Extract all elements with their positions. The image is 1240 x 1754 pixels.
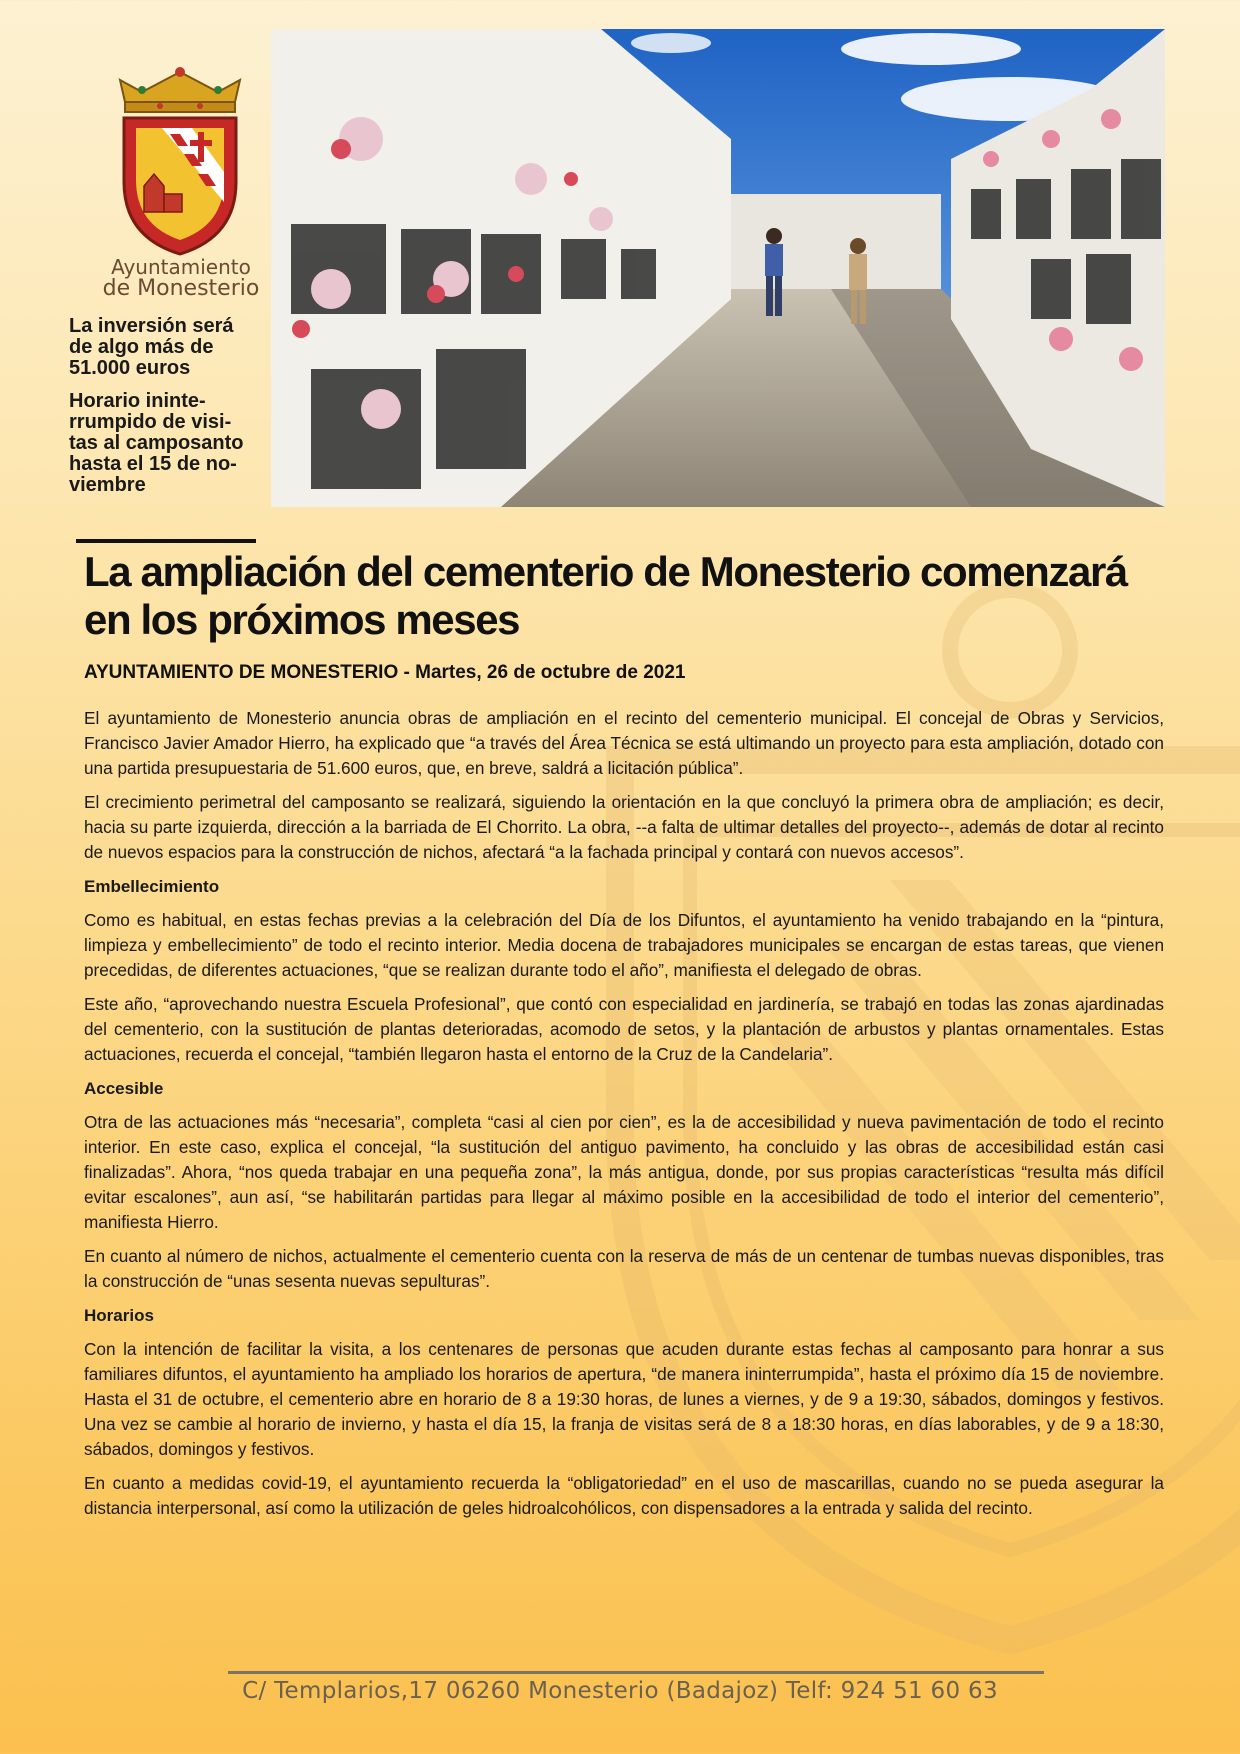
- section-heading: Horarios: [84, 1306, 154, 1325]
- logo-line-1: Ayuntamiento: [111, 255, 251, 279]
- municipal-crest-logo: [100, 62, 260, 262]
- paragraph: El crecimiento perimetral del camposanto se realizará, siguiendo la orientación en la que concluyó la primera obra de ampliación; es decir, hacia su parte izquierda, dirección a la barriada de El Chorrito. La obra, --a falta de ultimar detalles del proyecto--, además de dotar al recinto de nuevos espacios para la construcción de nichos, afectará “a la fachada principal y contará con nuevos accesos”.: [84, 792, 1164, 862]
- paragraph: Como es habitual, en estas fechas previas a la celebración del Día de los Difuntos, el ayuntamiento ha venido trabajando en la “pintura, limpieza y embellecimiento” de todo el recinto interior. Media docena de trabajadores municipales se encargan de estas tareas, que vienen precedidas, de diferentes actuaciones, “que se realizan durante todo el año”, manifiesta el delegado de obras.: [84, 910, 1164, 980]
- article-body: [84, 706, 1164, 1530]
- article-headline: La ampliación del cementerio de Monesterio comenzará en los próximos meses: [84, 548, 1127, 643]
- headline-rule: [76, 539, 256, 543]
- paragraph: El ayuntamiento de Monesterio anuncia obras de ampliación en el recinto del cementerio municipal. El concejal de Obras y Servicios, Francisco Javier Amador Hierro, ha explicado que “a través del Área Técnica se está ultimando un proyecto para esta ampliación, dotado con una partida presupuestaria de 51.600 euros, que, en breve, saldrá a licitación pública”.: [84, 708, 1164, 778]
- section-heading: Embellecimiento: [84, 877, 220, 896]
- footer-rule: [228, 1671, 1044, 1674]
- footer-address: C/ Templarios,17 06260 Monesterio (Badajoz) Telf: 924 51 60 63: [242, 1678, 998, 1704]
- side-note-schedule: Horario ininte-rrumpido de visi-tas al camposanto hasta el 15 de no-viembre: [69, 390, 244, 496]
- paragraph: Con la intención de facilitar la visita, a los centenares de personas que acuden durante estas fechas al camposanto para honrar a sus familiares difuntos, el ayuntamiento ha ampliado los horarios de apertura, “de manera ininterrumpida”, hasta el próximo día 15 de noviembre. Hasta el 31 de octubre, el cementerio abre en horario de 8 a 19:30 horas, de lunes a viernes, y de 9 a 19:30, sábados, domingos y festivos. Una vez se cambie al horario de invierno, y hasta el día 15, la franja de visitas será de 8 a 18:30 horas, en días laborables, y de 9 a 18:30, sábados, domingos y festivos.: [84, 1339, 1164, 1459]
- paragraph: En cuanto al número de nichos, actualmente el cementerio cuenta con la reserva de más de un centenar de tumbas nuevas disponibles, tras la construcción de “unas sesenta nuevas sepulturas”.: [84, 1246, 1164, 1291]
- logo-line-2: de Monesterio: [102, 276, 260, 301]
- paragraph: Otra de las actuaciones más “necesaria”, completa “casi al cien por cien”, es la de accesibilidad y nueva pavimentación de todo el recinto interior. En este caso, explica el concejal, “la sustitución del antiguo pavimento, ha concluido y las obras de accesibilidad están casi finalizadas”. Ahora, “nos queda trabajar en una pequeña zona”, la más antigua, donde, por sus propias características “resulta más difícil evitar escalones”, aun así, “se habilitarán partidas para llegar al máximo posible en la accesibilidad de todo el interior del cementerio”, manifiesta Hierro.: [84, 1112, 1164, 1232]
- side-notes: [69, 316, 259, 508]
- paragraph: Este año, “aprovechando nuestra Escuela Profesional”, que contó con especialidad en jardinería, se trabajó en todas las zonas ajardinadas del cementerio, con la sustitución de plantas deterioradas, acomodo de setos, y la plantación de arbustos y plantas ornamentales. Estas actuaciones, recuerda el concejal, “también llegaron hasta el entorno de la Cruz de la Candelaria”.: [84, 994, 1164, 1064]
- cemetery-photo: [271, 29, 1165, 507]
- article-byline: AYUNTAMIENTO DE MONESTERIO - Martes, 26 de octubre de 2021: [84, 662, 686, 683]
- logo-wordmark: [96, 256, 266, 300]
- section-heading: Accesible: [84, 1079, 164, 1098]
- paragraph: En cuanto a medidas covid-19, el ayuntamiento recuerda la “obligatoriedad” en el uso de mascarillas, cuando no se pueda asegurar la distancia interpersonal, así como la utilización de geles hidroalcohólicos, con dispensadores a la entrada y salida del recinto.: [84, 1473, 1164, 1518]
- side-note-investment: La inversión será de algo más de 51.000 euros: [69, 315, 234, 379]
